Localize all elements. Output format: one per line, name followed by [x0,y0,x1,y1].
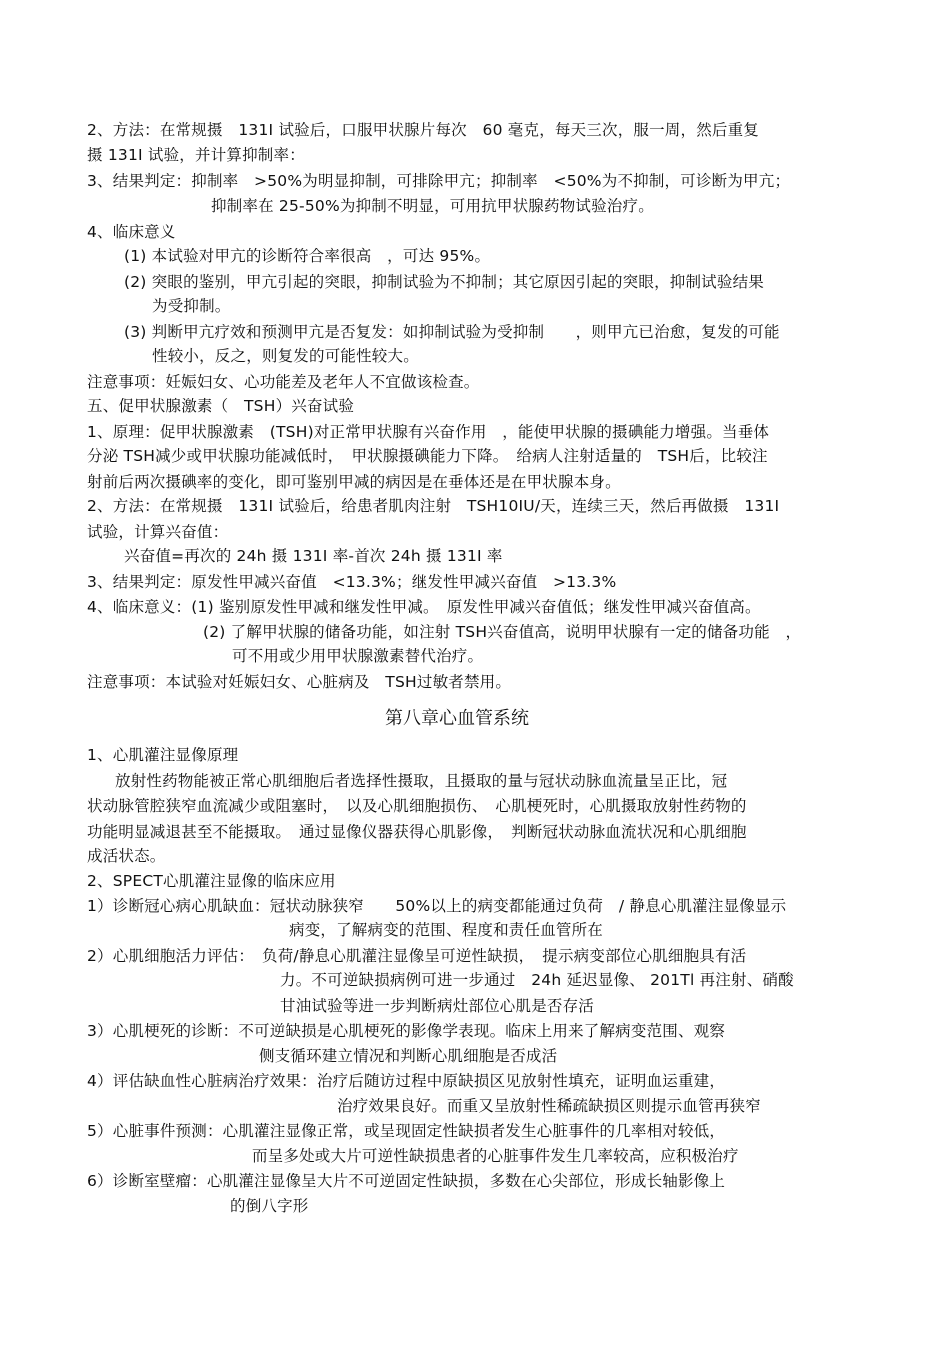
text-line: 力。不可逆缺损病例可进一步通过 24h 延迟显像、 201Tl 再注射、硝酸 [280,971,794,989]
section-heading: 4、临床意义 [87,223,176,241]
text-line: 抑制率在 25-50%为抑制不明显，可用抗甲状腺药物试验治疗。 [211,197,654,215]
formula-line: 兴奋值=再次的 24h 摄 131I 率-首次 24h 摄 131I 率 [124,547,503,565]
text-line: (1) 本试验对甲亢的诊断符合率很高 ，可达 95%。 [124,247,491,265]
text-line: 2、方法：在常规摄 131I 试验后，给患者肌肉注射 TSH10IU/天，连续三天，然后再做摄 131I [87,497,780,515]
text-line: 病变，了解病变的范围、程度和责任血管所在 [289,921,604,939]
section-heading: 1、心肌灌注显像原理 [87,746,239,764]
text-line: 而呈多处或大片可逆性缺损患者的心脏事件发生几率较高，应积极治疗 [252,1147,739,1165]
text-line: (2) 突眼的鉴别，甲亢引起的突眼，抑制试验为不抑制；其它原因引起的突眼，抑制试验结果 [124,273,764,291]
text-line: 1、原理：促甲状腺激素 (TSH)对正常甲状腺有兴奋作用 ，能使甲状腺的摄碘能力增强。当垂体 [87,423,770,441]
note-line: 注意事项：本试验对妊娠妇女、心脏病及 TSH过敏者禁用。 [87,673,512,691]
text-line: (2) 了解甲状腺的储备功能，如注射 TSH兴奋值高，说明甲状腺有一定的储备功能 ， [203,623,802,641]
text-line: 4、临床意义：(1) 鉴别原发性甲减和继发性甲减。 原发性甲减兴奋值低；继发性甲减兴奋值高。 [87,598,761,616]
list-item: 6）诊断室壁瘤：心肌灌注显像呈大片不可逆固定性缺损，多数在心尖部位，形成长轴影像上 [87,1172,726,1190]
text-line: 摄 131I 试验，并计算抑制率： [87,146,305,164]
chapter-title: 第八章心血管系统 [385,708,529,729]
text-line: 侧支循环建立情况和判断心肌细胞是否成活 [259,1047,558,1065]
text-line: 治疗效果良好。而重又呈放射性稀疏缺损区则提示血管再狭窄 [337,1097,761,1115]
text-line: (3) 判断甲亢疗效和预测甲亢是否复发：如抑制试验为受抑制 ，则甲亢已治愈，复发的可能 [124,323,780,341]
text-line: 性较小，反之，则复发的可能性较大。 [152,347,419,365]
text-line: 3、结果判定：抑制率 >50%为明显抑制，可排除甲亢；抑制率 <50%为不抑制，可诊断为甲亢； [87,172,791,190]
text-line: 2、方法：在常规摄 131I 试验后，口服甲状腺片每次 60 毫克，每天三次，服一周，然后重复 [87,121,759,139]
text-line: 功能明显减退甚至不能摄取。 通过显像仪器获得心肌影像， 判断冠状动脉血流状况和心肌细胞 [87,823,747,841]
text-line: 3、结果判定：原发性甲减兴奋值 <13.3%；继发性甲减兴奋值 >13.3% [87,573,617,591]
text-line: 甘油试验等进一步判断病灶部位心肌是否存活 [280,997,595,1015]
text-line: 可不用或少用甲状腺激素替代治疗。 [232,647,484,665]
text-line: 试验，计算兴奋值： [87,523,229,541]
note-line: 注意事项：妊娠妇女、心功能差及老年人不宜做该检查。 [87,373,480,391]
list-item: 4）评估缺血性心脏病治疗效果：治疗后随访过程中原缺损区见放射性填充，证明血运重建， [87,1072,726,1090]
text-line: 放射性药物能被正常心肌细胞后者选择性摄取，且摄取的量与冠状动脉血流量呈正比，冠 [115,772,728,790]
text-line: 的倒八字形 [230,1197,309,1215]
section-heading: 2、SPECT心肌灌注显像的临床应用 [87,872,336,890]
section-heading: 五、促甲状腺激素（ TSH）兴奋试验 [87,397,355,415]
text-line: 状动脉管腔狭窄血流减少或阻塞时， 以及心肌细胞损伤、 心肌梗死时，心肌摄取放射性药物的 [87,797,747,815]
text-line: 成活状态。 [87,847,166,865]
list-item: 2）心肌细胞活力评估： 负荷/静息心肌灌注显像呈可逆性缺损， 提示病变部位心肌细胞具有活 [87,947,747,965]
list-item: 1）诊断冠心病心肌缺血：冠状动脉狭窄 50%以上的病变都能通过负荷 / 静息心肌灌注显像显示 [87,897,787,915]
text-line: 分泌 TSH减少或甲状腺功能减低时， 甲状腺摄碘能力下降。 给病人注射适量的 TSH后，比较注 [87,447,768,465]
text-line: 为受抑制。 [152,297,231,315]
text-line: 射前后两次摄碘率的变化，即可鉴别甲减的病因是在垂体还是在甲状腺本身。 [87,473,621,491]
list-item: 3）心肌梗死的诊断：不可逆缺损是心肌梗死的影像学表现。临床上用来了解病变范围、观察 [87,1022,726,1040]
list-item: 5）心脏事件预测：心肌灌注显像正常，或呈现固定性缺损者发生心脏事件的几率相对较低， [87,1122,726,1140]
